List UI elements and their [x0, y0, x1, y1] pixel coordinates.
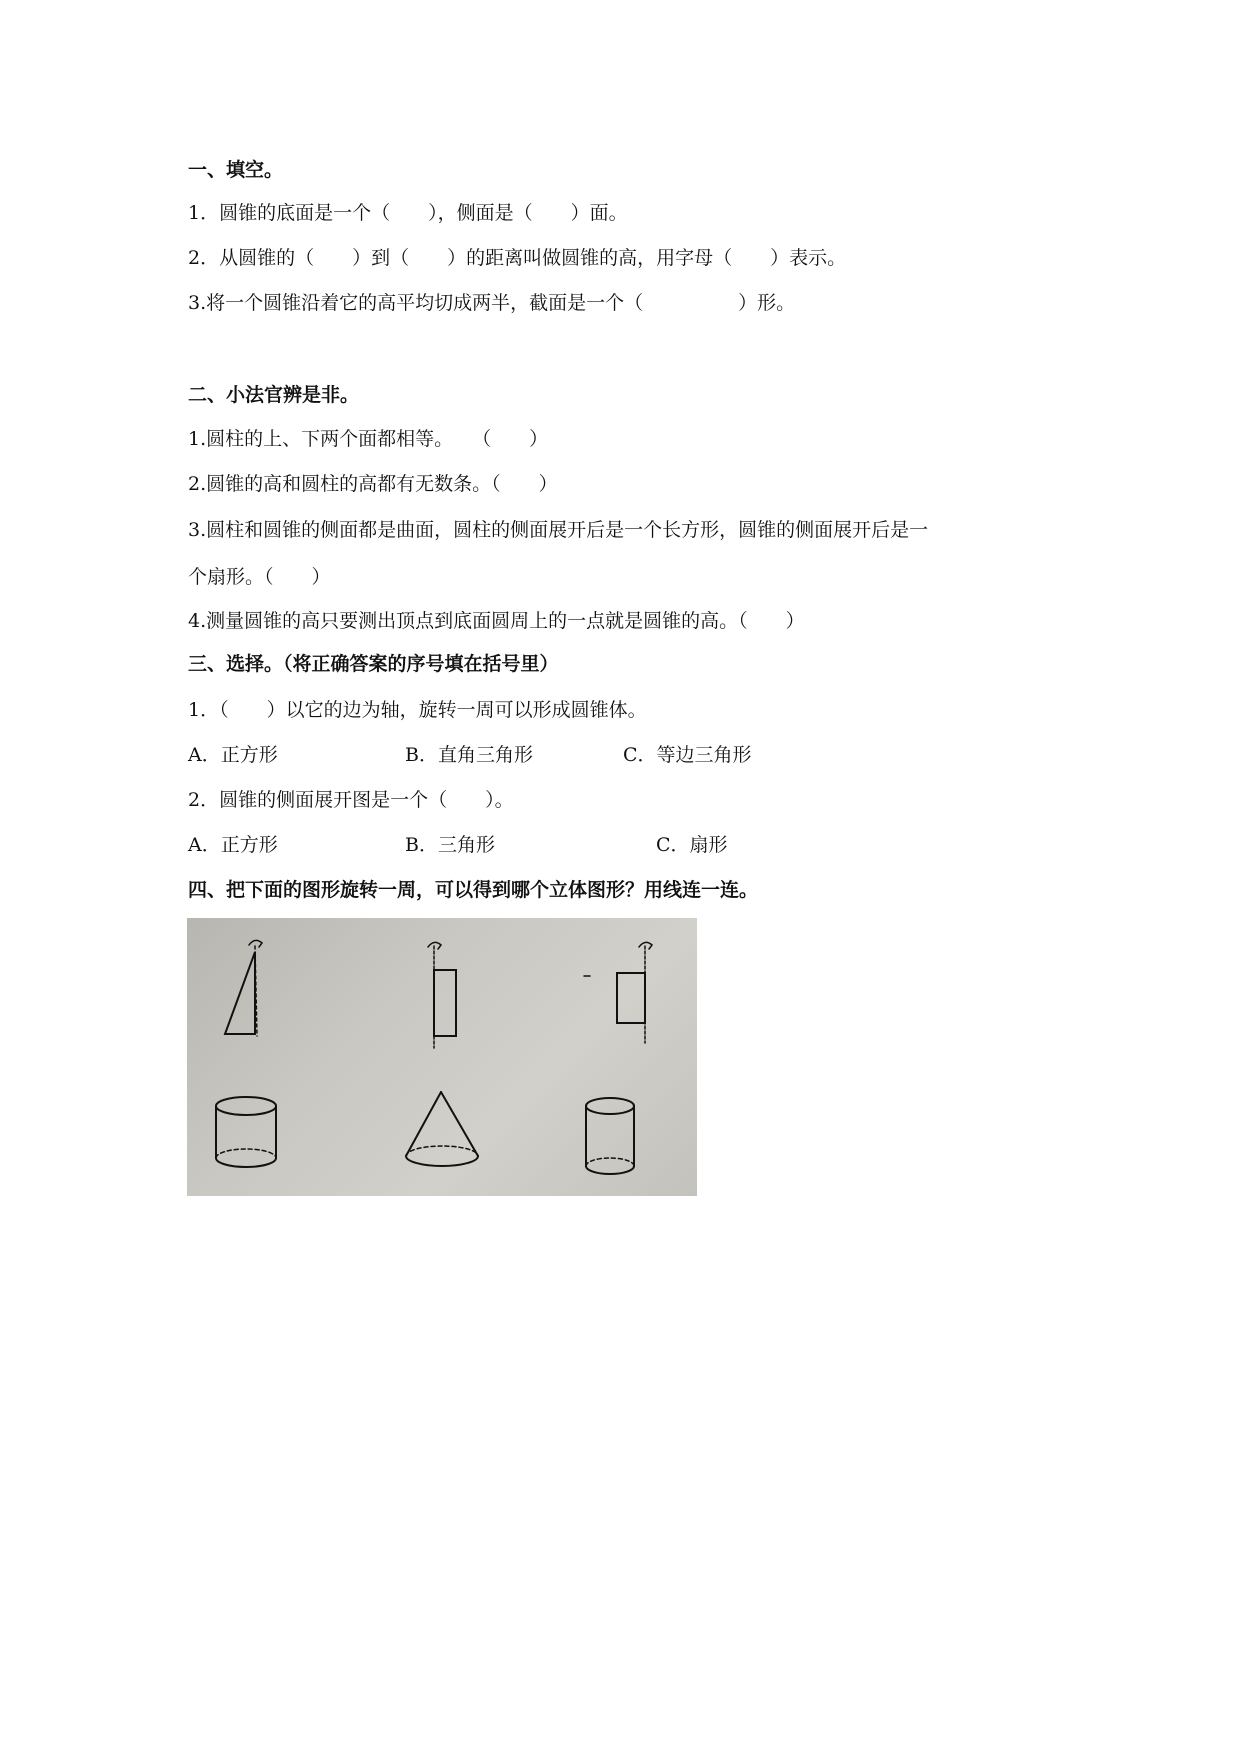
question-3-1-option-a: A．正方形	[188, 744, 278, 766]
cylinder-tall-figure	[586, 1098, 634, 1174]
question-3-2: 2．圆锥的侧面展开图是一个（ ）。	[188, 789, 514, 811]
cylinder-wide-figure	[216, 1097, 276, 1167]
section-4-title: 四、把下面的图形旋转一周，可以得到哪个立体图形？用线连一连。	[188, 879, 759, 901]
question-3-1-option-c: C．等边三角形	[623, 744, 752, 766]
question-2-1: 1.圆柱的上、下两个面都相等。 （ ）	[188, 428, 549, 450]
section-3-title: 三、选择。（将正确答案的序号填在括号里）	[188, 653, 559, 675]
question-2-3-line-1: 3.圆柱和圆锥的侧面都是曲面，圆柱的侧面展开后是一个长方形，圆锥的侧面展开后是一	[188, 519, 929, 541]
rectangle-figure-left-axis	[428, 942, 456, 1048]
triangle-figure	[225, 940, 262, 1036]
question-3-2-option-a: A．正方形	[188, 834, 278, 856]
rotation-figures-drawing	[187, 918, 697, 1196]
question-1-3: 3.将一个圆锥沿着它的高平均切成两半，截面是一个（ ）形。	[188, 292, 796, 314]
cone-figure	[406, 1092, 478, 1166]
question-2-3-line-2: 个扇形。（ ）	[188, 566, 331, 588]
section-1-title: 一、填空。	[188, 159, 284, 181]
question-1-2: 2．从圆锥的（ ）到（ ）的距离叫做圆锥的高，用字母（ ）表示。	[188, 247, 847, 269]
question-3-1-option-b: B．直角三角形	[405, 744, 533, 766]
question-3-2-option-c: C．扇形	[656, 834, 728, 856]
rectangle-figure-right-axis	[584, 942, 652, 1043]
section-2-title: 二、小法官辨是非。	[188, 384, 360, 406]
rotation-figures-photo	[187, 918, 697, 1196]
question-3-1: 1．（ ）以它的边为轴，旋转一周可以形成圆锥体。	[188, 699, 647, 721]
question-1-1: 1．圆锥的底面是一个（ ），侧面是（ ）面。	[188, 202, 628, 224]
question-2-4: 4.测量圆锥的高只要测出顶点到底面圆周上的一点就是圆锥的高。（ ）	[188, 610, 805, 632]
question-3-2-option-b: B．三角形	[405, 834, 495, 856]
question-2-2: 2.圆锥的高和圆柱的高都有无数条。（ ）	[188, 473, 558, 495]
